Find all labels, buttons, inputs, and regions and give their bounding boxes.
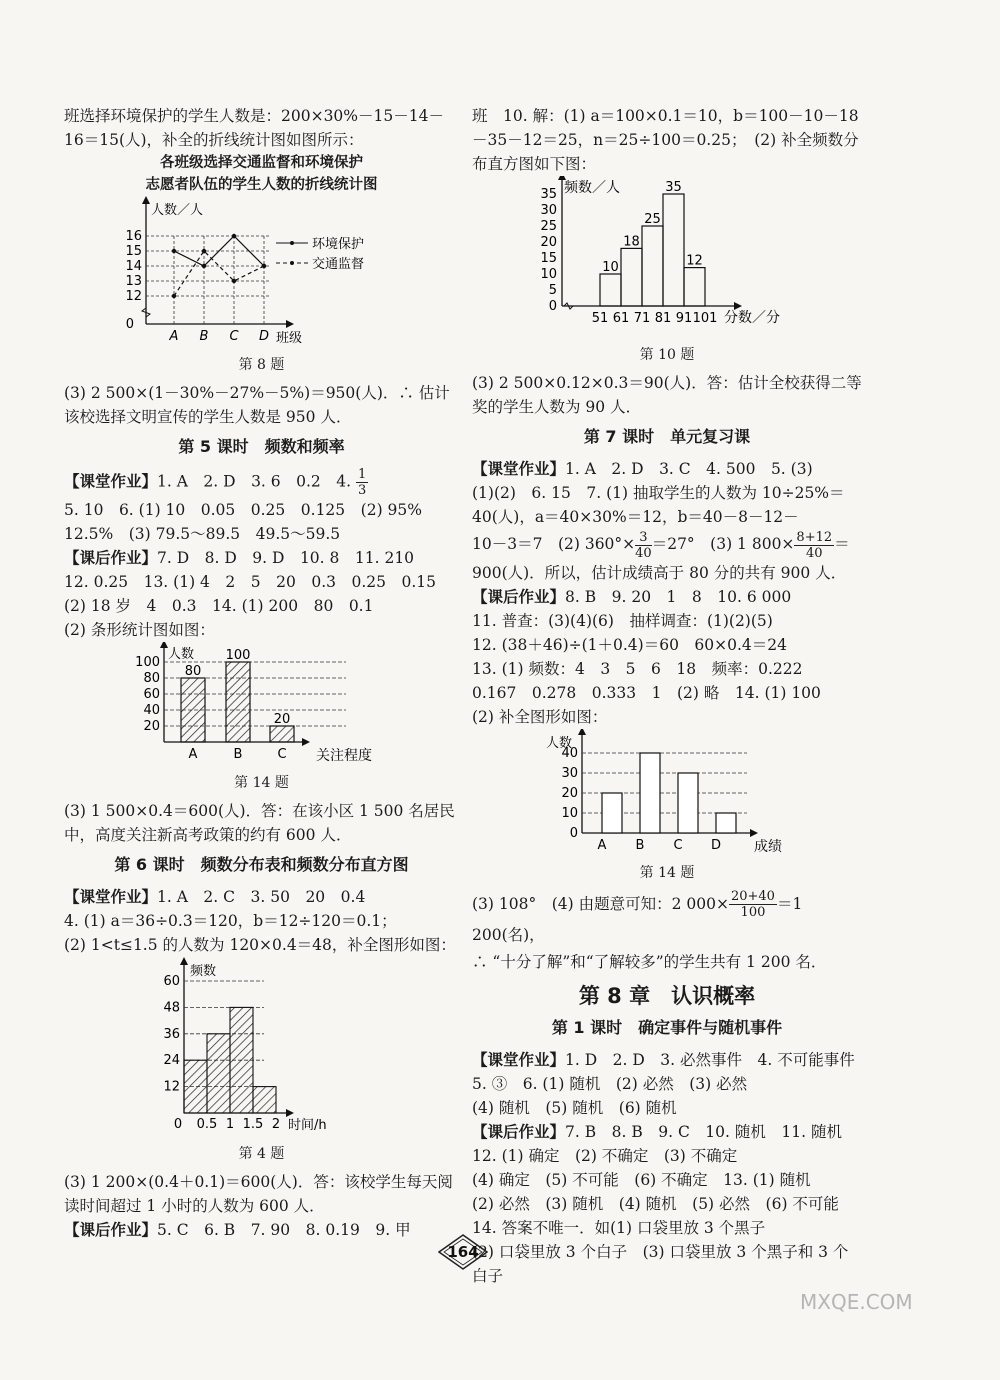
- fraction-numerator: 20+40: [730, 889, 775, 904]
- ch8-line5: (2) 必然 (3) 随机 (4) 随机 (5) 必然 (6) 不可能 14. 答案不唯一．如(1) 口袋里放 3 个黑子: [472, 1195, 855, 1237]
- fig4-caption: 第 4 题: [238, 1146, 285, 1162]
- q4-answer: (3) 1 200×(0.4＋0.1)＝600(人)．答：该校学生每天阅读时间超过 1 小时的人数为 600 人．: [64, 1173, 453, 1215]
- x-tick-label: C: [229, 329, 239, 344]
- lesson5-answers4: 7. D 8. D 9. D 10. 8 11. 210: [157, 549, 415, 567]
- data-label: 35: [665, 180, 682, 195]
- y-axis-label: 人数: [546, 735, 573, 751]
- fraction-3-40: [635, 530, 652, 561]
- lesson6-answers2: 5. C 6. B 7. 90 8. 0.19 9. 甲: [157, 1221, 411, 1239]
- y-tick-label: 12: [125, 289, 142, 304]
- x-axis-label: 成绩: [754, 838, 782, 854]
- chapter8-lesson1-heading: 第 1 课时 确定事件与随机事件: [551, 1018, 783, 1037]
- y-tick-label: 36: [163, 1026, 180, 1042]
- y-tick-label: 14: [125, 259, 142, 274]
- histogram-bar: [230, 1007, 253, 1113]
- data-point: [202, 264, 206, 268]
- lesson7-line4: 900(人)．所以，估计成绩高于 80 分的共有 900 人．: [472, 563, 847, 582]
- y-tick-label: 20: [143, 719, 160, 734]
- x-axis-arrow: [734, 302, 742, 310]
- y-axis-arrow: [142, 196, 150, 204]
- x-tick-label: 2: [271, 1117, 281, 1132]
- x-tick-label: D: [258, 329, 270, 344]
- lesson5-line3: 12.5% (3) 79.5～89.5 49.5～59.5: [64, 525, 341, 543]
- y-axis-label: 频数／人: [564, 180, 620, 196]
- fraction-numerator: 1: [358, 467, 367, 482]
- lesson7-line7: 12. (38＋46)÷(1＋0.4)＝60 60×0.4＝24: [472, 635, 788, 654]
- lesson7-part3c: ＝: [834, 535, 850, 553]
- legend-label: 交通监督: [312, 257, 365, 272]
- lesson7-line5: [472, 585, 862, 609]
- y-tick-label: 0: [569, 825, 578, 841]
- fig8-title-line2: 志愿者队伍的学生人数的折线统计图: [145, 177, 378, 193]
- x-tick-label: 61: [612, 311, 630, 326]
- data-point: [172, 294, 176, 298]
- fraction-denominator: 100: [740, 905, 766, 920]
- ch8-line3: [472, 1120, 862, 1168]
- lesson6-heading: 第 6 课时 频数分布表和频数分布直方图: [114, 855, 409, 874]
- x-axis-arrow: [286, 320, 294, 328]
- lesson7-line8: 13. (1) 频数：4 3 5 6 18 频率：0.222: [472, 659, 803, 678]
- y-tick-label: 60: [143, 687, 160, 702]
- y-axis-arrow: [578, 729, 586, 735]
- y-tick-label: 60: [163, 974, 180, 989]
- x-tick-label: D: [710, 837, 722, 853]
- ch8-line2: (4) 随机 (5) 随机 (6) 随机: [472, 1099, 677, 1117]
- data-label: 80: [184, 664, 202, 679]
- homework-tag: 【课后作业】: [64, 1221, 158, 1239]
- x-tick-label: 91: [675, 311, 693, 326]
- bar: [640, 753, 660, 833]
- y-tick-label: 13: [125, 274, 142, 289]
- fraction-denominator: 3: [358, 483, 367, 498]
- fraction-8plus12-40: [794, 530, 834, 561]
- homework-tag: 【课后作业】: [472, 587, 566, 606]
- bar: [602, 793, 622, 833]
- x-tick-label: 71: [633, 311, 651, 326]
- y-tick-label: 40: [561, 745, 578, 761]
- fig4-histogram: [64, 957, 459, 1135]
- x-axis-arrow: [286, 1109, 294, 1117]
- y-tick-label: 15: [125, 244, 142, 259]
- lesson5-heading: 第 5 课时 频数和频率: [178, 437, 345, 456]
- legend-label: 环境保护: [312, 237, 365, 252]
- x-tick-label: A: [597, 837, 607, 853]
- classwork-tag: 【课堂作业】: [472, 460, 566, 478]
- data-label: 12: [686, 253, 703, 269]
- lesson6-line1: [64, 885, 459, 909]
- fraction-numerator: 8+12: [796, 529, 833, 545]
- data-label: 25: [644, 212, 661, 227]
- chapter-heading: 第 8 章 认识概率: [578, 984, 756, 1008]
- y-axis-arrow: [160, 642, 168, 648]
- histogram-bar: [621, 248, 642, 306]
- x-axis-label: 关注程度: [316, 748, 372, 764]
- x-axis-label: 班级: [276, 331, 303, 346]
- histogram-bar: [684, 268, 705, 306]
- fig14b-bar-chart: [472, 729, 862, 854]
- y-tick-label: 24: [163, 1053, 180, 1069]
- y-tick-label: 0: [548, 299, 557, 314]
- y-tick-label: 100: [135, 655, 160, 670]
- right-column: [472, 104, 871, 1288]
- data-label: 10: [602, 260, 619, 275]
- data-label: 18: [623, 234, 640, 250]
- y-tick-label: 20: [540, 235, 557, 250]
- y-axis-label: 频数: [190, 964, 217, 979]
- histogram-bar: [663, 194, 684, 306]
- lesson5-line4: [64, 546, 459, 570]
- x-axis-label: 分数／分: [724, 310, 780, 326]
- lesson7-answers5: 8. B 9. 20 1 8 10. 6 000: [565, 587, 792, 606]
- left-column: [64, 104, 459, 1242]
- x-tick-label: A: [169, 329, 179, 344]
- ch8-answers1: 1. D 2. D 3. 必然事件 4. 不可能事件 5. ③ 6. (1) 随机 (2) 必然 (3) 必然: [472, 1051, 871, 1093]
- x-tick-label: B: [199, 329, 209, 344]
- lesson7-line3: [472, 529, 862, 561]
- bar: [181, 678, 205, 742]
- data-point: [262, 264, 266, 268]
- lesson5-line7: (2) 条形统计图如图：: [64, 621, 215, 639]
- page-number: 164: [447, 1243, 479, 1261]
- y-axis-arrow: [180, 957, 188, 965]
- lesson5-line2: 5. 10 6. (1) 10 0.05 0.25 0.125 (2) 95%: [64, 501, 422, 519]
- classwork-tag: 【课堂作业】: [64, 472, 158, 491]
- fig8-line-chart: [64, 196, 459, 346]
- y-tick-label: 80: [143, 671, 160, 686]
- x-axis-label: 时间/h: [288, 1118, 327, 1133]
- y-tick-label: 30: [561, 765, 578, 781]
- fraction-denominator: 40: [635, 545, 652, 561]
- y-tick-label: 12: [163, 1079, 180, 1095]
- classwork-tag: 【课堂作业】: [472, 1051, 566, 1069]
- y-tick-label: 25: [540, 219, 557, 234]
- y-tick-label: 35: [540, 187, 557, 202]
- fraction-numerator: 3: [635, 530, 652, 546]
- x-tick-label: A: [188, 747, 198, 762]
- data-point: [202, 249, 206, 253]
- histogram-bar: [184, 1060, 207, 1113]
- x-tick-label: 1.5: [242, 1117, 264, 1132]
- homework-tag: 【课后作业】: [64, 549, 158, 567]
- fig14b-caption: 第 14 题: [639, 864, 695, 881]
- x-tick-label: B: [233, 747, 243, 762]
- y-tick-label: 15: [540, 251, 557, 266]
- homework-tag: 【课后作业】: [472, 1123, 566, 1141]
- data-label: 100: [225, 648, 251, 663]
- q10-answer-part3: (3) 2 500×0.12×0.3＝90(人)．答：估计全校获得二等奖的学生人数为 90 人．: [472, 374, 862, 416]
- ch8-answers3: 7. B 8. B 9. C 10. 随机 11. 随机 12. (1) 确定 (2) 不确定 (3) 不确定: [472, 1123, 858, 1165]
- x-tick-label: 101: [692, 311, 718, 326]
- fig8-title-line1: 各班级选择交通监督和环境保护: [160, 155, 363, 171]
- lesson6-line2: 4. (1) a＝36÷0.3＝120，b＝12÷120＝0.1；: [64, 912, 397, 930]
- lesson6-homework: [64, 1218, 459, 1242]
- legend-marker: [290, 241, 294, 245]
- lesson6-answers1: 1. A 2. C 3. 50 20 0.4: [157, 888, 366, 906]
- fig8-caption: 第 8 题: [238, 357, 285, 373]
- histogram-bar: [642, 226, 663, 306]
- q10-answer: 班 10. 解：(1) a＝100×0.1＝10，b＝100－10－18－35－12＝25，n＝25÷100＝0.25； (2) 补全频数分布直方图如下图：: [472, 107, 859, 173]
- bar: [716, 813, 736, 833]
- lesson5-line5: 12. 0.25 13. (1) 4 2 5 20 0.3 0.25 0.15: [64, 573, 437, 591]
- lesson7-heading: 第 7 课时 单元复习课: [583, 427, 751, 446]
- legend-marker: [290, 261, 294, 265]
- q8-answer-part3: (3) 2 500×(1－30%－27%－5%)＝950(人)．∴ 估计该校选择文明宣传的学生人数是 950 人．: [64, 384, 450, 426]
- data-point: [232, 279, 236, 283]
- lesson7-line11: [472, 889, 862, 951]
- lesson7-line10: (2) 补全图形如图：: [472, 707, 608, 726]
- fig14a-bar-chart: [64, 642, 459, 764]
- y-axis-label: 人数: [168, 647, 195, 662]
- x-tick-label: 0.5: [196, 1117, 218, 1132]
- bar: [226, 662, 250, 742]
- x-axis-arrow: [302, 738, 310, 746]
- ch8-line6: (2) 口袋里放 3 个白子 (3) 口袋里放 3 个黑子和 3 个白子: [472, 1243, 849, 1285]
- lesson7-line9: 0.167 0.278 0.333 1 (2) 略 14. (1) 100: [472, 683, 821, 702]
- classwork-tag: 【课堂作业】: [64, 888, 158, 906]
- x-tick-label: C: [277, 747, 287, 762]
- lesson5-line6: (2) 18 岁 4 0.3 14. (1) 200 80 0.1: [64, 597, 374, 615]
- y-tick-label: 48: [163, 1000, 180, 1016]
- lesson7-line12: ∴ “十分了解”和“了解较多”的学生共有 1 200 名．: [472, 953, 827, 971]
- y-tick-label: 16: [125, 229, 142, 244]
- x-tick-label: C: [673, 837, 683, 853]
- lesson7-line2: (1)(2) 6. 15 7. (1) 抽取学生的人数为 10÷25%＝40(人)，a＝40×30%＝12，b＝40－8－12－: [472, 484, 845, 526]
- y-tick-label: 0: [125, 317, 134, 332]
- page-number-badge: [438, 1234, 488, 1270]
- lesson6-line3: (2) 1<t≤1.5 的人数为 120×0.4＝48，补全图形如图：: [64, 936, 456, 954]
- data-point: [232, 234, 236, 238]
- y-axis-label: 人数／人: [151, 203, 204, 218]
- x-tick-label: 51: [591, 311, 609, 326]
- ch8-line4: (4) 确定 (5) 不可能 (6) 不确定 13. (1) 随机: [472, 1171, 811, 1189]
- q14a-answer: (3) 1 500×0.4＝600(人)．答：在该小区 1 500 名居民中，高度关注新高考政策的约有 600 人．: [64, 802, 455, 844]
- lesson7-answers1: 1. A 2. D 3. C 4. 500 5. (3): [565, 460, 813, 478]
- bar: [678, 773, 698, 833]
- x-tick-label: B: [635, 837, 645, 853]
- histogram-bar: [253, 1087, 276, 1113]
- lesson7-line6: 11. 普查：(3)(4)(6) 抽样调查：(1)(2)(5): [472, 611, 773, 630]
- fraction-1-3: [356, 467, 368, 498]
- fig10-histogram: [472, 176, 862, 336]
- fraction-2040-100: [729, 889, 777, 920]
- lesson7-part11a: (3) 108° (4) 由题意可知：2 000×: [472, 894, 729, 913]
- ch8-line1: [472, 1048, 871, 1096]
- fig10-caption: 第 10 题: [639, 347, 695, 363]
- y-tick-label: 10: [561, 805, 578, 821]
- bar: [270, 726, 294, 742]
- x-tick-label: 81: [654, 311, 672, 326]
- y-tick-label: 30: [540, 203, 557, 218]
- data-point: [172, 249, 176, 253]
- fig14a-caption: 第 14 题: [234, 775, 289, 791]
- y-tick-label: 5: [548, 283, 557, 298]
- x-tick-label: 1: [225, 1117, 235, 1132]
- lesson5-line1: [64, 467, 459, 498]
- watermark-text: MXQE.COM: [800, 1290, 913, 1314]
- lesson5-answers1: 1. A 2. D 3. 6 0.2 4.: [157, 472, 357, 491]
- y-tick-label: 10: [540, 267, 557, 282]
- lesson7-part3b: ＝27° (3) 1 800×: [651, 535, 795, 553]
- lesson7-part11b: ＝1 200(名)，: [472, 894, 803, 944]
- x-axis-arrow: [750, 829, 758, 837]
- y-tick-label: 40: [143, 703, 160, 718]
- data-label: 20: [273, 712, 291, 727]
- histogram-bar: [207, 1034, 230, 1113]
- q8-answer-part: 班选择环境保护的学生人数是：200×30%－15－14－16＝15(人)，补全的折线统计图如图所示：: [64, 107, 444, 149]
- lesson7-line1: [472, 457, 862, 481]
- fraction-denominator: 40: [806, 545, 823, 561]
- lesson7-part3a: 10－3＝7 (2) 360°×: [472, 535, 636, 553]
- histogram-bar: [600, 274, 621, 306]
- x-tick-label: 0: [173, 1117, 183, 1132]
- y-tick-label: 20: [561, 785, 578, 801]
